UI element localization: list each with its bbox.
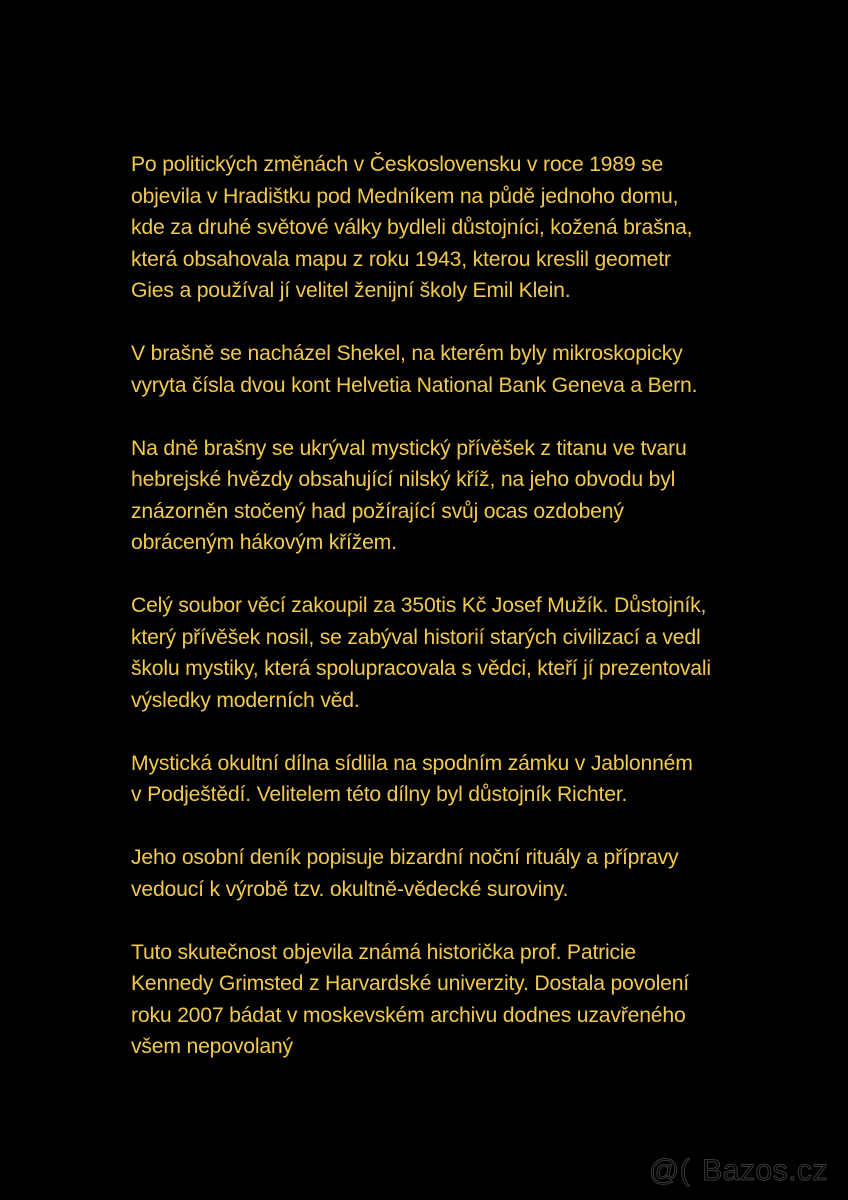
paragraph-5 [131, 748, 771, 811]
text-line: Na dně brašny se ukrýval mystický přívěšek z titanu ve tvaru [131, 436, 687, 460]
text-line: kde za druhé světové války bydleli důstojníci, kožená brašna, [131, 216, 693, 239]
text-line: znázorněn stočený had požírající svůj ocas ozdobený [131, 499, 624, 523]
text-line: který přívěšek nosil, se zabýval historií starých civilizací a vedl [131, 625, 701, 649]
paragraph-4 [131, 590, 771, 716]
text-line: v Podještědí. Velitelem této dílny byl důstojník Richter. [131, 783, 628, 806]
text-line: Tuto skutečnost objevila známá historička prof. Patricie [131, 940, 636, 964]
text-line: objevila v Hradištku pod Medníkem na půdě jednoho domu, [131, 184, 679, 208]
watermark-text: Bazos.cz [702, 1154, 828, 1187]
text-line: hebrejské hvězdy obsahující nilský kříž, na jeho obvodu byl [131, 468, 676, 491]
text-line: která obsahovala mapu z roku 1943, kterou kreslil geometr [131, 247, 671, 271]
text-line: Po politických změnách v Československu v roce 1989 se [131, 153, 664, 176]
document-text-body [131, 149, 771, 1094]
bazos-logo-icon: @( [648, 1154, 691, 1187]
text-line: výsledky moderních věd. [131, 688, 360, 712]
text-line: Jeho osobní deník popisuje bizardní noční rituály a přípravy [131, 846, 679, 869]
paragraph-3 [131, 433, 771, 559]
paragraph-7 [131, 937, 771, 1063]
text-line: roku 2007 bádat v moskevském archivu dodnes uzavřeného [131, 1003, 686, 1027]
text-line: obráceným hákovým křížem. [131, 531, 397, 554]
text-line: školu mystiky, která spolupracovala s vědci, kteří jí prezentovali [131, 657, 711, 680]
text-line: Gies a používal jí velitel ženijní školy Emil Klein. [131, 279, 571, 302]
text-line: všem nepovolaný [131, 1035, 293, 1058]
bazos-watermark [649, 1154, 828, 1188]
text-line: V brašně se nacházel Shekel, na kterém byly mikroskopicky [131, 342, 683, 365]
text-line: Celý soubor věcí zakoupil za 350tis Kč Josef Mužík. Důstojník, [131, 594, 707, 617]
text-line: Mystická okultní dílna sídlila na spodním zámku v Jablonném [131, 751, 693, 775]
paragraph-2 [131, 338, 771, 401]
text-line: vedoucí k výrobě tzv. okultně-vědecké suroviny. [131, 877, 569, 901]
paragraph-6 [131, 842, 771, 905]
text-line: vyryta čísla dvou kont Helvetia National Bank Geneva a Bern. [131, 373, 698, 397]
paragraph-1 [131, 149, 771, 307]
text-line: Kennedy Grimsted z Harvardské univerzity. Dostala povolení [131, 972, 689, 995]
